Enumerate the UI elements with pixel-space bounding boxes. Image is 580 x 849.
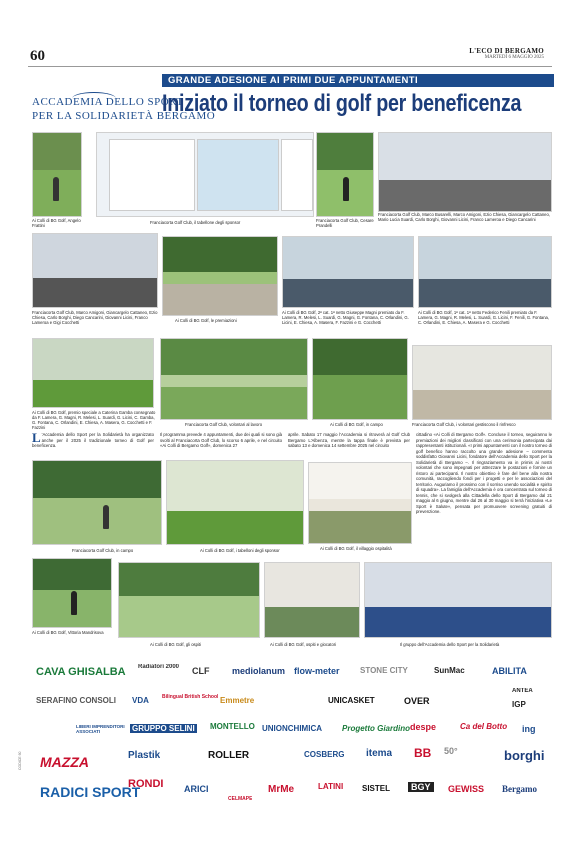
sponsor-ca-del-botto: Ca del Botto bbox=[460, 722, 508, 731]
sponsor-gruppo-selini: GRUPPO SELINI bbox=[132, 724, 195, 733]
logo-line2: PER LA SOLIDARIETÀ BERGAMO bbox=[32, 110, 216, 122]
caption-9: Ai Colli di BG Golf, premio speciale a Caterina Gamba consegnato da F. Lamera, G. Magni, R. Melesi, L. Suardi, G. Licini, C. Gamba, G. Fontana, C. Orlandini, E. Chiesa, A. Masera, G. Cocchetti e F. Fazzini bbox=[32, 410, 156, 430]
sponsor-plastik: Plastik bbox=[128, 750, 161, 761]
photo-group-2 bbox=[32, 233, 158, 308]
sponsor-sistel: SISTEL bbox=[362, 784, 391, 793]
article-col2: Il programma prevede 4 appuntamenti, due dei quali si sono già svolti al Franciacorta Golf Club, lo scorso 6 aprile, e nel circuito «Ai Colli di Bergamo Golf», domenica 27 bbox=[160, 432, 282, 448]
sponsor-unionchimica: UNIONCHIMICA bbox=[262, 724, 322, 733]
sponsor-cosberg: COSBERG bbox=[304, 750, 345, 759]
caption-18: Ai Colli di BG Golf, ospiti e giocatori bbox=[270, 642, 337, 647]
photo-special-prize bbox=[32, 338, 154, 408]
photo-sponsor-board bbox=[96, 132, 314, 217]
sponsor-over: OVER bbox=[404, 696, 430, 706]
sponsor-radici: RADICI SPORT bbox=[40, 784, 141, 800]
sponsor-gewiss: GEWISS bbox=[448, 784, 485, 794]
article-col1 bbox=[32, 432, 154, 449]
page-number: 60 bbox=[30, 48, 45, 64]
headline: Iniziato il torneo di golf per beneficenza bbox=[162, 90, 522, 117]
sponsor-cava-ghisalba: CAVA GHISALBA bbox=[36, 666, 126, 678]
sponsor-despe: despe bbox=[410, 722, 437, 732]
photo-sponsor-boards bbox=[166, 460, 304, 545]
caption-11: Ai Colli di BG Golf, in campo bbox=[330, 422, 383, 427]
sponsor-bergamo: Bergamo bbox=[502, 784, 537, 794]
accademia-logo bbox=[32, 92, 216, 132]
article-col3: aprile. Sabato 17 maggio l'Accademia si ritroverà al Golf Club Bergamo L'Albenza, mentre la tappa finale è prevista per sabato 13 e domenica 14 settembre 2025 nel circuito bbox=[288, 432, 410, 448]
sponsor-montello: MONTELLO bbox=[210, 722, 255, 731]
sponsor-serafino: SERAFINO CONSOLI bbox=[36, 696, 117, 705]
photo-award-1cat bbox=[418, 236, 552, 308]
caption-10: Franciacorta Golf Club, volontari al lavoro bbox=[185, 422, 263, 427]
photo-course bbox=[312, 338, 408, 420]
sponsor-bilingual: Bilingual British School bbox=[162, 694, 219, 700]
photo-group-franciacorta bbox=[378, 132, 552, 212]
sponsor-igp: IGP bbox=[512, 700, 526, 709]
dropcap: L bbox=[32, 430, 41, 445]
side-code: CODICE 60 bbox=[18, 751, 22, 770]
caption-16: Ai Colli di BG Golf, Vittoria Mandrisova bbox=[32, 630, 104, 635]
sponsor-ing: ing bbox=[522, 724, 536, 734]
photo-franciacorta-field bbox=[32, 460, 162, 545]
top-rule bbox=[28, 66, 552, 67]
sponsor-roller: ROLLER bbox=[208, 750, 250, 761]
sponsor-flowmeter: flow-meter bbox=[294, 666, 340, 676]
caption-6: Ai Colli di BG Golf, le premiazioni bbox=[175, 318, 237, 323]
masthead bbox=[469, 47, 544, 60]
sponsor-itema: itema bbox=[366, 748, 393, 759]
sponsor-sunmac: SunMac bbox=[434, 666, 465, 675]
photo-award-2cat bbox=[282, 236, 414, 308]
sponsor-stone-city: STONE CITY bbox=[360, 666, 408, 675]
photo-group-accademia bbox=[364, 562, 552, 638]
sponsor-bb: BB bbox=[414, 746, 432, 760]
sponsor-vda: VDA bbox=[132, 696, 149, 705]
caption-13: Franciacorta Golf Club, in campo bbox=[72, 548, 134, 553]
sponsor-rondi: RONDI bbox=[128, 778, 164, 790]
masthead-title: L'ECO DI BERGAMO bbox=[469, 47, 544, 55]
sponsor-lia: LIBERI IMPRENDITORI ASSOCIATI bbox=[76, 724, 125, 734]
article-col4: cittadino «Ai Colli di Bergamo Golf». Concluse il torneo, seguiranno le premiazioni dei migliori classificati con una cerimonia partecipata dai rappresentanti istituzionali. «I primi appuntamenti con il nostro torneo di golf benefico hanno raccolto una grande adesione – commenta soddisfatto Giovanni Licini, fondatore dell'Accademia dello Sport per la Solidarietà di Bergamo –. Il ringraziamento va in primis ai nostri volontari che sono impegnati per attrezzare le postazioni e fornire un ristoro ai partecipanti. Il nostro obiettivo è fare del bene alla nostra comunità, raccogliendo fondi per i progetti e per le associazioni del territorio. Auguriamo il prossimo con il sorriso unendo socialità e spirito di squadra». La famiglia dell'Accademia è ora concentrata sul torneo di tennis, che si svolgerà alla Cittadella dello Sport di Bergamo dal 21 maggio al 6 giugno, mentre dal 26 al 30 maggio si terrà l'iniziativa «Le Sport è Salute», pensata per promuovere screening gratuiti di prevenzione. bbox=[416, 432, 552, 514]
sponsor-grid bbox=[32, 660, 552, 840]
photo-premiazioni-path bbox=[162, 236, 278, 316]
caption-12: Franciacorta Golf Club, i volontari gestiscono il rinfresco bbox=[412, 422, 516, 427]
kicker: GRANDE ADESIONE AI PRIMI DUE APPUNTAMENTI bbox=[162, 74, 554, 87]
photo-guests-players bbox=[264, 562, 360, 638]
article-col1-text: 'Accademia dello Sport per la Solidarietà ha organizzato anche per il 2025 il tradizionale torneo di Golf per beneficenza. bbox=[32, 432, 154, 448]
masthead-date: MARTEDÌ 6 MAGGIO 2025 bbox=[484, 55, 544, 60]
caption-8: Ai Colli di BG Golf, 1ª cat. 1ª netto Federico Fenili premiato da F. Lamera, G. Magni, R. Melesi, L. Suardi, G. Licini, F. Fenili, G. Fontana, C. Orlandini, E. Chiesa, A. Masera e G. Cocchetti bbox=[418, 310, 550, 325]
caption-15: Ai Colli di BG Golf, il villaggio ospitalità bbox=[320, 546, 392, 551]
caption-1: Ai Colli di BG Golf, Angelo Frattini bbox=[32, 218, 81, 228]
caption-4: Franciacorta Golf Club, Marco Busarelli, Marco Amigoni, Ezio Chiesa, Giancargelo Cattaneo, Mario Lucia Suardi, Carlo Borghi, Giovanni Licini, Franco Lameroa e Diego Cancarini bbox=[378, 212, 550, 222]
sponsor-latini: LATINI bbox=[318, 782, 344, 791]
photo-guests bbox=[118, 562, 260, 638]
sponsor-celmape: CELMAPE bbox=[228, 796, 253, 802]
sponsor-emmetre: Emmetre bbox=[220, 696, 255, 705]
photo-frattini bbox=[32, 132, 82, 217]
sponsor-50: 50° bbox=[444, 746, 458, 756]
caption-7: Ai Colli di BG Golf, 2ª cat. 1ª netto Giuseppe Magni premiato da F. Lamera, R. Melesi, L. Suardi, G. Magni, G. Fontana, C. Orlandini, G. Licini, E. Chiesa, A. Masera, F. Fazzini e G. Cocchetti bbox=[282, 310, 409, 325]
sponsor-unicasket: UNICASKET bbox=[328, 696, 375, 705]
photo-refreshments bbox=[412, 345, 552, 420]
caption-2: Franciacorta Golf Club, il tabellone degli sponsor bbox=[150, 220, 241, 225]
caption-3: Franciacorta Golf Club, Cesare Prandelli bbox=[316, 218, 374, 228]
photo-volunteers bbox=[160, 338, 308, 420]
photo-hospitality bbox=[308, 462, 412, 544]
photo-prandelli bbox=[316, 132, 374, 217]
sponsor-arici: ARICI bbox=[184, 784, 209, 794]
photo-mandrisova bbox=[32, 558, 112, 628]
sponsor-mrme: MrMe bbox=[268, 784, 295, 795]
sponsor-mediolanum: mediolanum bbox=[232, 666, 286, 676]
sponsor-abilita: ABILITA bbox=[492, 666, 527, 676]
caption-17: Ai Colli di BG Golf, gli ospiti bbox=[150, 642, 201, 647]
sponsor-borghi: borghi bbox=[504, 748, 545, 763]
logo-line1: ACCADEMIA DELLO SPORT bbox=[32, 96, 184, 108]
caption-19: Il gruppo dell'Accademia dello Sport per la Solidarietà bbox=[400, 642, 500, 647]
sponsor-progetto-giardino: Progetto Giardino bbox=[342, 724, 410, 733]
sponsor-radiatori: Radiatori 2000 bbox=[138, 664, 180, 670]
sponsor-antea: ANTEA bbox=[512, 688, 533, 694]
caption-14: Ai Colli di BG Golf, i tabelloni degli sponsor bbox=[200, 548, 280, 553]
sponsor-mazza: MAZZA bbox=[40, 754, 89, 770]
caption-5: Franciacorta Golf Club, Marco Amigoni, Giancargelo Cattaneo, Ezio Chiesa, Carlo Borghi, Diego Cancarini, Giovanni Licini, Franco Lameroa e Gigi Cocchetti bbox=[32, 310, 158, 325]
sponsor-bgy: BGY bbox=[408, 782, 434, 792]
sponsor-clf: CLF bbox=[192, 666, 210, 676]
